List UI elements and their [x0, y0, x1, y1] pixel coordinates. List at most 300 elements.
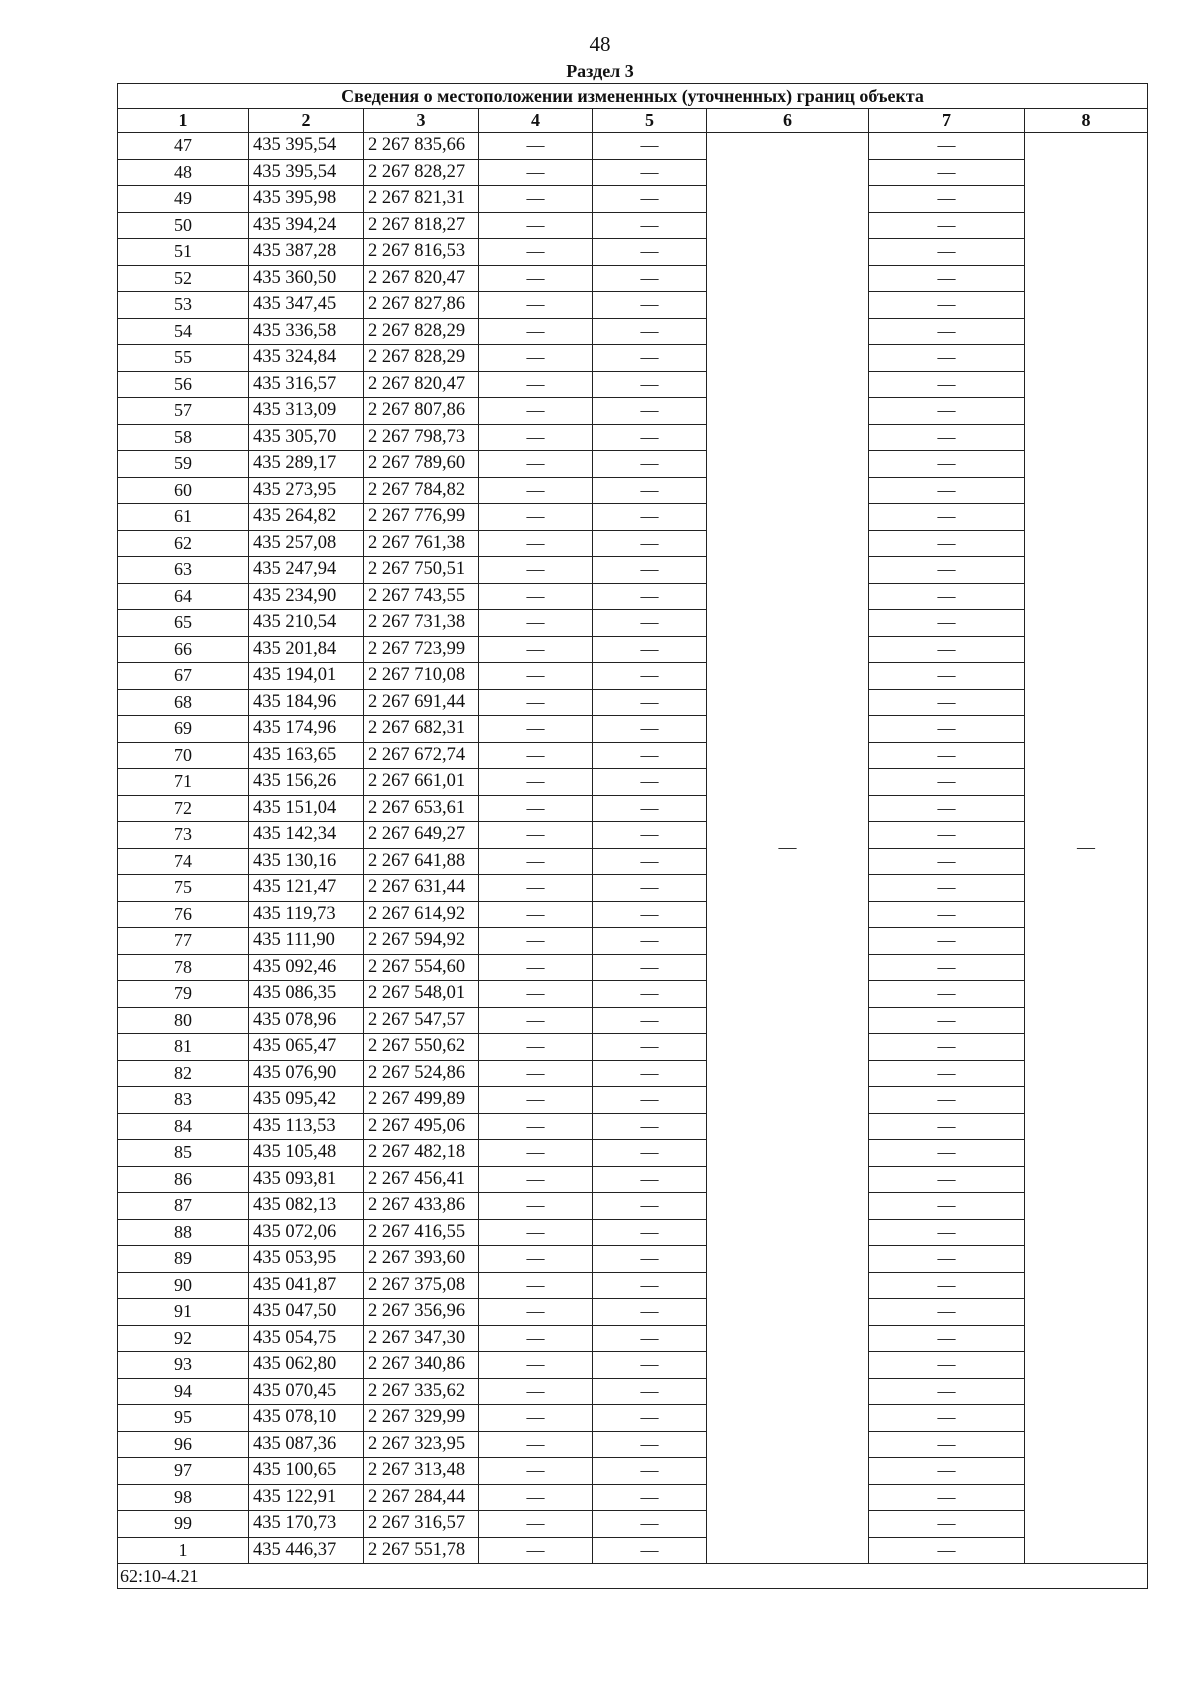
col7-dash: — [869, 742, 1025, 769]
table-row [118, 239, 1148, 266]
col7-dash: — [869, 1087, 1025, 1114]
coordinate-x: 435 113,53 [249, 1113, 364, 1140]
coordinate-y: 2 267 661,01 [364, 769, 479, 796]
table-row [118, 1034, 1148, 1061]
page-number: 48 [589, 32, 611, 56]
col7-dash: — [869, 1060, 1025, 1087]
table-row [118, 186, 1148, 213]
point-number: 74 [118, 848, 249, 875]
col5-dash: — [593, 1405, 707, 1432]
coordinate-y: 2 267 835,66 [364, 133, 479, 160]
col5-dash: — [593, 1007, 707, 1034]
coordinate-y: 2 267 818,27 [364, 212, 479, 239]
point-number: 50 [118, 212, 249, 239]
table-row [118, 345, 1148, 372]
coordinate-y: 2 267 614,92 [364, 901, 479, 928]
col5-dash: — [593, 1458, 707, 1485]
coordinate-y: 2 267 551,78 [364, 1537, 479, 1564]
coordinate-x: 435 092,46 [249, 954, 364, 981]
col5-dash: — [593, 1511, 707, 1538]
col4-dash: — [479, 159, 593, 186]
coordinate-y: 2 267 821,31 [364, 186, 479, 213]
col4-dash: — [479, 265, 593, 292]
col4-dash: — [479, 1352, 593, 1379]
col5-dash: — [593, 451, 707, 478]
col7-dash: — [869, 636, 1025, 663]
col5-dash: — [593, 1113, 707, 1140]
col7-dash: — [869, 822, 1025, 849]
col4-dash: — [479, 292, 593, 319]
coordinate-y: 2 267 554,60 [364, 954, 479, 981]
col7-dash: — [869, 1034, 1025, 1061]
coordinate-y: 2 267 375,08 [364, 1272, 479, 1299]
col7-dash: — [869, 928, 1025, 955]
col8-merged-dash: — [1025, 133, 1148, 1564]
col7-dash: — [869, 689, 1025, 716]
col5-dash: — [593, 159, 707, 186]
coordinate-x: 435 121,47 [249, 875, 364, 902]
point-number: 87 [118, 1193, 249, 1220]
column-number-row [118, 109, 1148, 133]
coordinate-y: 2 267 798,73 [364, 424, 479, 451]
col7-dash: — [869, 875, 1025, 902]
table-row [118, 451, 1148, 478]
point-number: 73 [118, 822, 249, 849]
col7-dash: — [869, 159, 1025, 186]
col7-dash: — [869, 1352, 1025, 1379]
col4-dash: — [479, 1193, 593, 1220]
table-row [118, 504, 1148, 531]
coordinate-x: 435 174,96 [249, 716, 364, 743]
coordinate-x: 435 210,54 [249, 610, 364, 637]
coordinate-x: 435 395,54 [249, 159, 364, 186]
col5-dash: — [593, 1140, 707, 1167]
point-number: 56 [118, 371, 249, 398]
col4-dash: — [479, 1299, 593, 1326]
table-row [118, 875, 1148, 902]
coordinate-y: 2 267 828,29 [364, 318, 479, 345]
point-number: 62 [118, 530, 249, 557]
column-number-4: 4 [479, 109, 593, 133]
col5-dash: — [593, 663, 707, 690]
table-row [118, 265, 1148, 292]
column-number-2: 2 [249, 109, 364, 133]
coordinate-x: 435 395,54 [249, 133, 364, 160]
coordinate-y: 2 267 816,53 [364, 239, 479, 266]
table-row [118, 822, 1148, 849]
col4-dash: — [479, 1034, 593, 1061]
footer-code: 62:10-4.21 [118, 1564, 1148, 1589]
col7-dash: — [869, 1511, 1025, 1538]
point-number: 71 [118, 769, 249, 796]
col7-dash: — [869, 1484, 1025, 1511]
col5-dash: — [593, 1352, 707, 1379]
table-row [118, 1431, 1148, 1458]
col7-dash: — [869, 1219, 1025, 1246]
col4-dash: — [479, 1458, 593, 1485]
table-row [118, 583, 1148, 610]
col5-dash: — [593, 212, 707, 239]
point-number: 68 [118, 689, 249, 716]
coordinate-x: 435 076,90 [249, 1060, 364, 1087]
col5-dash: — [593, 822, 707, 849]
coordinate-x: 435 054,75 [249, 1325, 364, 1352]
col7-dash: — [869, 848, 1025, 875]
coordinate-y: 2 267 547,57 [364, 1007, 479, 1034]
point-number: 80 [118, 1007, 249, 1034]
col7-dash: — [869, 901, 1025, 928]
table-row [118, 424, 1148, 451]
table-row [118, 1299, 1148, 1326]
coordinate-x: 435 305,70 [249, 424, 364, 451]
coordinate-y: 2 267 550,62 [364, 1034, 479, 1061]
coordinate-y: 2 267 433,86 [364, 1193, 479, 1220]
col5-dash: — [593, 689, 707, 716]
point-number: 58 [118, 424, 249, 451]
table-row [118, 689, 1148, 716]
table-row [118, 1087, 1148, 1114]
table-row [118, 1378, 1148, 1405]
col7-dash: — [869, 345, 1025, 372]
coordinate-y: 2 267 743,55 [364, 583, 479, 610]
col5-dash: — [593, 477, 707, 504]
table-row [118, 848, 1148, 875]
table-row [118, 1484, 1148, 1511]
col7-dash: — [869, 1537, 1025, 1564]
point-number: 86 [118, 1166, 249, 1193]
table-row [118, 769, 1148, 796]
col4-dash: — [479, 689, 593, 716]
col7-dash: — [869, 1299, 1025, 1326]
coordinate-y: 2 267 761,38 [364, 530, 479, 557]
coordinate-x: 435 313,09 [249, 398, 364, 425]
table-row [118, 1113, 1148, 1140]
coordinate-x: 435 170,73 [249, 1511, 364, 1538]
col4-dash: — [479, 451, 593, 478]
col7-dash: — [869, 398, 1025, 425]
coordinate-y: 2 267 710,08 [364, 663, 479, 690]
col4-dash: — [479, 133, 593, 160]
coordinate-x: 435 201,84 [249, 636, 364, 663]
point-number: 95 [118, 1405, 249, 1432]
col5-dash: — [593, 504, 707, 531]
point-number: 90 [118, 1272, 249, 1299]
col5-dash: — [593, 583, 707, 610]
col7-dash: — [869, 371, 1025, 398]
col5-dash: — [593, 848, 707, 875]
col4-dash: — [479, 1431, 593, 1458]
col4-dash: — [479, 636, 593, 663]
coordinate-y: 2 267 329,99 [364, 1405, 479, 1432]
coordinate-x: 435 065,47 [249, 1034, 364, 1061]
col4-dash: — [479, 1007, 593, 1034]
col7-dash: — [869, 610, 1025, 637]
coordinate-y: 2 267 691,44 [364, 689, 479, 716]
coordinate-x: 435 078,10 [249, 1405, 364, 1432]
coordinate-y: 2 267 416,55 [364, 1219, 479, 1246]
point-number: 61 [118, 504, 249, 531]
col4-dash: — [479, 901, 593, 928]
point-number: 52 [118, 265, 249, 292]
col5-dash: — [593, 1325, 707, 1352]
point-number: 98 [118, 1484, 249, 1511]
coordinate-y: 2 267 682,31 [364, 716, 479, 743]
coordinate-y: 2 267 340,86 [364, 1352, 479, 1379]
col7-dash: — [869, 1272, 1025, 1299]
coordinate-y: 2 267 828,29 [364, 345, 479, 372]
coordinate-x: 435 087,36 [249, 1431, 364, 1458]
col4-dash: — [479, 186, 593, 213]
coordinate-x: 435 041,87 [249, 1272, 364, 1299]
col4-dash: — [479, 769, 593, 796]
col4-dash: — [479, 1140, 593, 1167]
coordinate-y: 2 267 641,88 [364, 848, 479, 875]
coordinate-x: 435 247,94 [249, 557, 364, 584]
point-number: 85 [118, 1140, 249, 1167]
point-number: 51 [118, 239, 249, 266]
coordinate-x: 435 395,98 [249, 186, 364, 213]
col4-dash: — [479, 318, 593, 345]
col4-dash: — [479, 1113, 593, 1140]
col4-dash: — [479, 477, 593, 504]
coordinate-y: 2 267 594,92 [364, 928, 479, 955]
col5-dash: — [593, 371, 707, 398]
coordinate-x: 435 062,80 [249, 1352, 364, 1379]
coordinate-y: 2 267 827,86 [364, 292, 479, 319]
coordinate-y: 2 267 776,99 [364, 504, 479, 531]
point-number: 76 [118, 901, 249, 928]
point-number: 88 [118, 1219, 249, 1246]
col4-dash: — [479, 1405, 593, 1432]
col5-dash: — [593, 742, 707, 769]
table-row [118, 795, 1148, 822]
coordinate-y: 2 267 731,38 [364, 610, 479, 637]
col4-dash: — [479, 371, 593, 398]
col5-dash: — [593, 981, 707, 1008]
point-number: 69 [118, 716, 249, 743]
col7-dash: — [869, 239, 1025, 266]
coordinate-x: 435 047,50 [249, 1299, 364, 1326]
table-row [118, 292, 1148, 319]
col7-dash: — [869, 1246, 1025, 1273]
col5-dash: — [593, 928, 707, 955]
col7-dash: — [869, 1378, 1025, 1405]
col4-dash: — [479, 1060, 593, 1087]
col7-dash: — [869, 1458, 1025, 1485]
col5-dash: — [593, 186, 707, 213]
col4-dash: — [479, 981, 593, 1008]
col5-dash: — [593, 716, 707, 743]
coordinate-x: 435 053,95 [249, 1246, 364, 1273]
col5-dash: — [593, 769, 707, 796]
col7-dash: — [869, 477, 1025, 504]
table-row [118, 1458, 1148, 1485]
table-row [118, 1325, 1148, 1352]
col4-dash: — [479, 1219, 593, 1246]
col7-dash: — [869, 1405, 1025, 1432]
table-caption: Сведения о местоположении измененных (уточненных) границ объекта [118, 84, 1148, 109]
col4-dash: — [479, 1246, 593, 1273]
column-number-1: 1 [118, 109, 249, 133]
coordinate-x: 435 119,73 [249, 901, 364, 928]
col5-dash: — [593, 875, 707, 902]
col5-dash: — [593, 1484, 707, 1511]
table-row [118, 636, 1148, 663]
col4-dash: — [479, 663, 593, 690]
col4-dash: — [479, 530, 593, 557]
table-row [118, 398, 1148, 425]
col5-dash: — [593, 1219, 707, 1246]
coordinate-x: 435 111,90 [249, 928, 364, 955]
col7-dash: — [869, 716, 1025, 743]
table-row [118, 477, 1148, 504]
point-number: 1 [118, 1537, 249, 1564]
col7-dash: — [869, 1193, 1025, 1220]
col4-dash: — [479, 212, 593, 239]
column-number-8: 8 [1025, 109, 1148, 133]
col7-dash: — [869, 186, 1025, 213]
point-number: 49 [118, 186, 249, 213]
col5-dash: — [593, 1431, 707, 1458]
coordinate-y: 2 267 807,86 [364, 398, 479, 425]
col5-dash: — [593, 1060, 707, 1087]
coordinate-y: 2 267 495,06 [364, 1113, 479, 1140]
table-row [118, 716, 1148, 743]
col5-dash: — [593, 954, 707, 981]
point-number: 75 [118, 875, 249, 902]
point-number: 72 [118, 795, 249, 822]
col5-dash: — [593, 239, 707, 266]
table-row [118, 530, 1148, 557]
coordinate-x: 435 184,96 [249, 689, 364, 716]
col5-dash: — [593, 133, 707, 160]
table-row [118, 1193, 1148, 1220]
table-row [118, 954, 1148, 981]
point-number: 84 [118, 1113, 249, 1140]
coordinate-y: 2 267 499,89 [364, 1087, 479, 1114]
col7-dash: — [869, 424, 1025, 451]
coordinate-x: 435 257,08 [249, 530, 364, 557]
col4-dash: — [479, 239, 593, 266]
point-number: 81 [118, 1034, 249, 1061]
table-row [118, 1060, 1148, 1087]
coordinate-x: 435 072,06 [249, 1219, 364, 1246]
col4-dash: — [479, 424, 593, 451]
table-row [118, 663, 1148, 690]
table-row [118, 318, 1148, 345]
table-row [118, 1405, 1148, 1432]
column-number-6: 6 [707, 109, 869, 133]
col4-dash: — [479, 398, 593, 425]
table-row [118, 928, 1148, 955]
coordinate-x: 435 394,24 [249, 212, 364, 239]
col7-dash: — [869, 981, 1025, 1008]
col4-dash: — [479, 583, 593, 610]
col5-dash: — [593, 557, 707, 584]
coordinate-y: 2 267 323,95 [364, 1431, 479, 1458]
table-row [118, 557, 1148, 584]
col5-dash: — [593, 1246, 707, 1273]
col5-dash: — [593, 1087, 707, 1114]
boundary-coordinates-table [117, 83, 1148, 1589]
col4-dash: — [479, 848, 593, 875]
col5-dash: — [593, 610, 707, 637]
table-row [118, 1166, 1148, 1193]
point-number: 60 [118, 477, 249, 504]
col5-dash: — [593, 795, 707, 822]
coordinate-y: 2 267 653,61 [364, 795, 479, 822]
point-number: 89 [118, 1246, 249, 1273]
point-number: 64 [118, 583, 249, 610]
col4-dash: — [479, 928, 593, 955]
coordinate-x: 435 082,13 [249, 1193, 364, 1220]
col4-dash: — [479, 610, 593, 637]
table-row [118, 742, 1148, 769]
col5-dash: — [593, 901, 707, 928]
coordinate-y: 2 267 548,01 [364, 981, 479, 1008]
col7-dash: — [869, 954, 1025, 981]
coordinate-x: 435 151,04 [249, 795, 364, 822]
col7-dash: — [869, 451, 1025, 478]
table-row [118, 1352, 1148, 1379]
col4-dash: — [479, 504, 593, 531]
coordinate-y: 2 267 631,44 [364, 875, 479, 902]
col4-dash: — [479, 557, 593, 584]
col6-merged-dash: — [707, 133, 869, 1564]
col7-dash: — [869, 557, 1025, 584]
table-row [118, 1511, 1148, 1538]
coordinate-x: 435 070,45 [249, 1378, 364, 1405]
point-number: 63 [118, 557, 249, 584]
table-row [118, 1219, 1148, 1246]
coordinate-y: 2 267 828,27 [364, 159, 479, 186]
coordinate-x: 435 387,28 [249, 239, 364, 266]
col4-dash: — [479, 1087, 593, 1114]
col4-dash: — [479, 1511, 593, 1538]
coordinate-y: 2 267 723,99 [364, 636, 479, 663]
coordinate-x: 435 095,42 [249, 1087, 364, 1114]
col5-dash: — [593, 636, 707, 663]
col5-dash: — [593, 1272, 707, 1299]
coordinate-y: 2 267 313,48 [364, 1458, 479, 1485]
point-number: 79 [118, 981, 249, 1008]
table-row [118, 610, 1148, 637]
coordinate-x: 435 100,65 [249, 1458, 364, 1485]
col5-dash: — [593, 1193, 707, 1220]
point-number: 91 [118, 1299, 249, 1326]
table-row [118, 159, 1148, 186]
point-number: 67 [118, 663, 249, 690]
column-number-7: 7 [869, 109, 1025, 133]
column-number-3: 3 [364, 109, 479, 133]
coordinate-x: 435 130,16 [249, 848, 364, 875]
table-row [118, 1272, 1148, 1299]
col7-dash: — [869, 795, 1025, 822]
coordinate-y: 2 267 347,30 [364, 1325, 479, 1352]
coordinate-x: 435 163,65 [249, 742, 364, 769]
coordinate-x: 435 156,26 [249, 769, 364, 796]
coordinate-x: 435 142,34 [249, 822, 364, 849]
coordinate-x: 435 122,91 [249, 1484, 364, 1511]
col7-dash: — [869, 1007, 1025, 1034]
coordinate-y: 2 267 524,86 [364, 1060, 479, 1087]
col7-dash: — [869, 583, 1025, 610]
col4-dash: — [479, 742, 593, 769]
coordinate-y: 2 267 316,57 [364, 1511, 479, 1538]
col5-dash: — [593, 292, 707, 319]
col7-dash: — [869, 133, 1025, 160]
point-number: 78 [118, 954, 249, 981]
